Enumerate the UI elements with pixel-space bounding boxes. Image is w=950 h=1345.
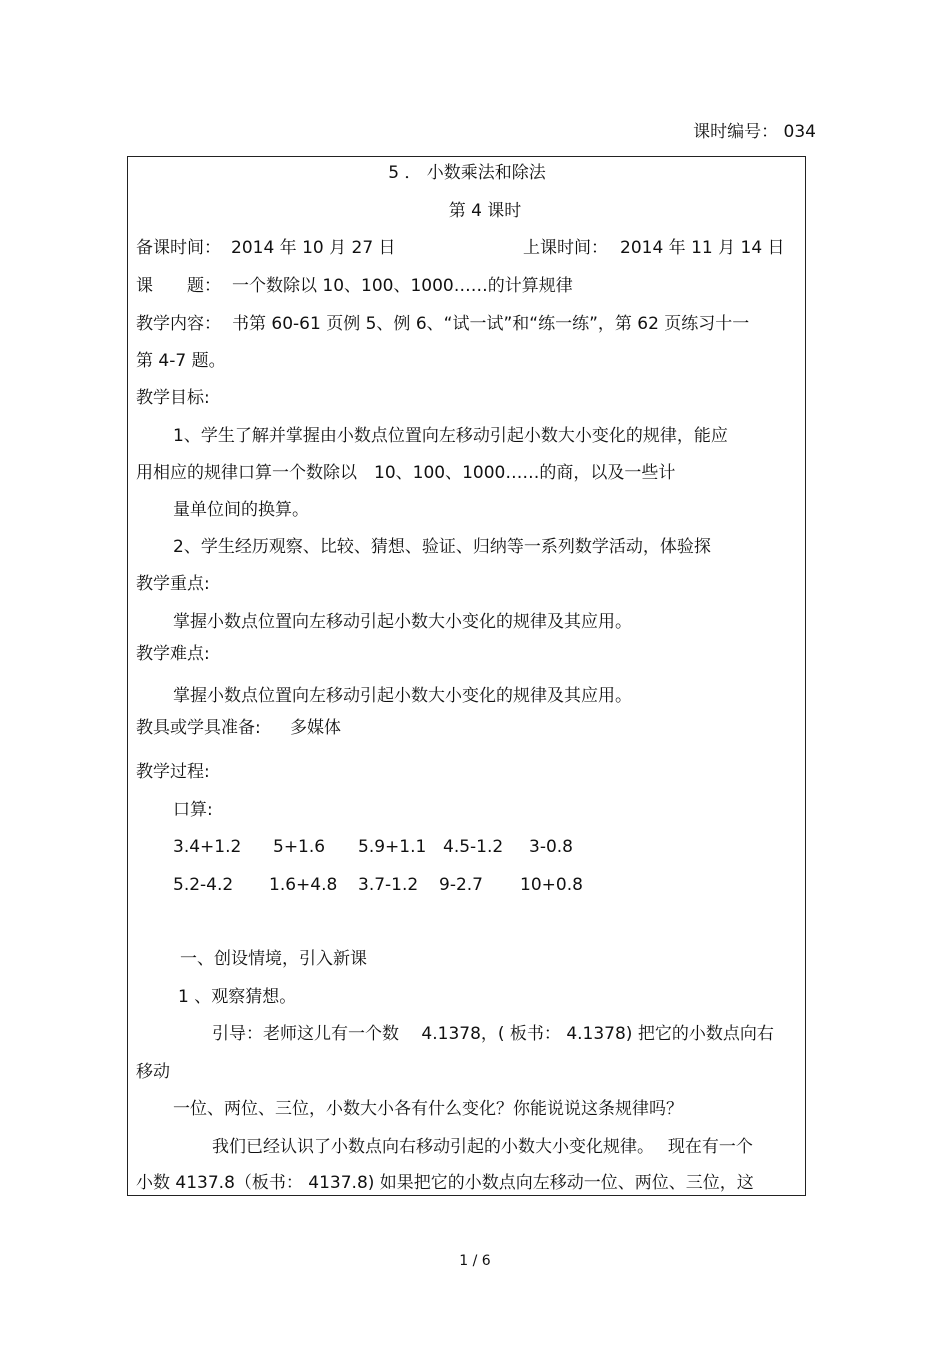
objective-2: 2、学生经历观察、比较、猜想、验证、归纳等一系列数学活动，体验探 bbox=[173, 537, 711, 557]
key-point-text: 掌握小数点位置向左移动引起小数大小变化的规律及其应用。 bbox=[173, 612, 632, 632]
tools-label: 教具或学具准备: bbox=[136, 718, 261, 738]
oral-calc-item: 3-0.8 bbox=[529, 837, 573, 857]
oral-calc-item: 4.5-1.2 bbox=[443, 837, 504, 857]
difficulty-text: 掌握小数点位置向左移动引起小数大小变化的规律及其应用。 bbox=[173, 686, 632, 706]
prep-time-value: 2014 年 10 月 27 日 bbox=[231, 238, 396, 258]
oral-calc-item: 3.4+1.2 bbox=[173, 837, 242, 857]
section-1-heading: 一、创设情境，引入新课 bbox=[180, 949, 367, 969]
period-title: 第 4 课时 bbox=[448, 201, 522, 221]
oral-calc-item: 9-2.7 bbox=[439, 875, 483, 895]
key-point-label: 教学重点: bbox=[136, 574, 210, 594]
class-time-label: 上课时间： bbox=[523, 238, 608, 258]
guide-line-3: 一位、两位、三位，小数大小各有什么变化？你能说说这条规律吗？ bbox=[173, 1099, 683, 1119]
oral-calc-item: 10+0.8 bbox=[520, 875, 583, 895]
content-label: 教学内容： bbox=[136, 314, 221, 334]
process-label: 教学过程: bbox=[136, 762, 210, 782]
objective-1-line-1: 1、学生了解并掌握由小数点位置向左移动引起小数大小变化的规律，能应 bbox=[173, 426, 728, 446]
topic-label: 课 题： bbox=[136, 276, 221, 296]
paragraph-line-1: 我们已经认识了小数点向右移动引起的小数大小变化规律。 现在有一个 bbox=[212, 1137, 753, 1157]
difficulty-label: 教学难点: bbox=[136, 644, 210, 664]
oral-calc-item: 1.6+4.8 bbox=[269, 875, 338, 895]
guide-line-1: 引导：老师这儿有一个数 4.1378，( 板书： 4.1378) 把它的小数点向右 bbox=[212, 1024, 774, 1044]
tools-text: 多媒体 bbox=[290, 718, 341, 738]
topic-text: 一个数除以 10、100、1000……的计算规律 bbox=[232, 276, 573, 296]
paragraph-line-2: 小数 4137.8（板书： 4137.8) 如果把它的小数点向左移动一位、两位、三位，这 bbox=[136, 1173, 754, 1193]
lesson-number: 课时编号： 034 bbox=[693, 122, 816, 142]
class-time-value: 2014 年 11 月 14 日 bbox=[620, 238, 785, 258]
prep-time-label: 备课时间： bbox=[136, 238, 221, 258]
oral-calc-label: 口算: bbox=[173, 800, 213, 820]
unit-title: 5 ． 小数乘法和除法 bbox=[388, 163, 546, 183]
objective-1-line-3: 量单位间的换算。 bbox=[173, 500, 309, 520]
oral-calc-item: 3.7-1.2 bbox=[358, 875, 419, 895]
page-number: 1 / 6 bbox=[459, 1253, 491, 1269]
oral-calc-item: 5.2-4.2 bbox=[173, 875, 234, 895]
objectives-label: 教学目标: bbox=[136, 388, 210, 408]
oral-calc-item: 5.9+1.1 bbox=[358, 837, 427, 857]
guide-line-2: 移动 bbox=[136, 1062, 170, 1082]
content-line-1: 书第 60-61 页例 5、例 6、“试一试”和“练一练”，第 62 页练习十一 bbox=[232, 314, 750, 334]
content-line-2: 第 4-7 题。 bbox=[136, 351, 226, 371]
step-1-heading: 1 、观察猜想。 bbox=[178, 987, 297, 1007]
objective-1-line-2: 用相应的规律口算一个数除以 10、100、1000……的商，以及一些计 bbox=[136, 463, 676, 483]
oral-calc-item: 5+1.6 bbox=[273, 837, 326, 857]
